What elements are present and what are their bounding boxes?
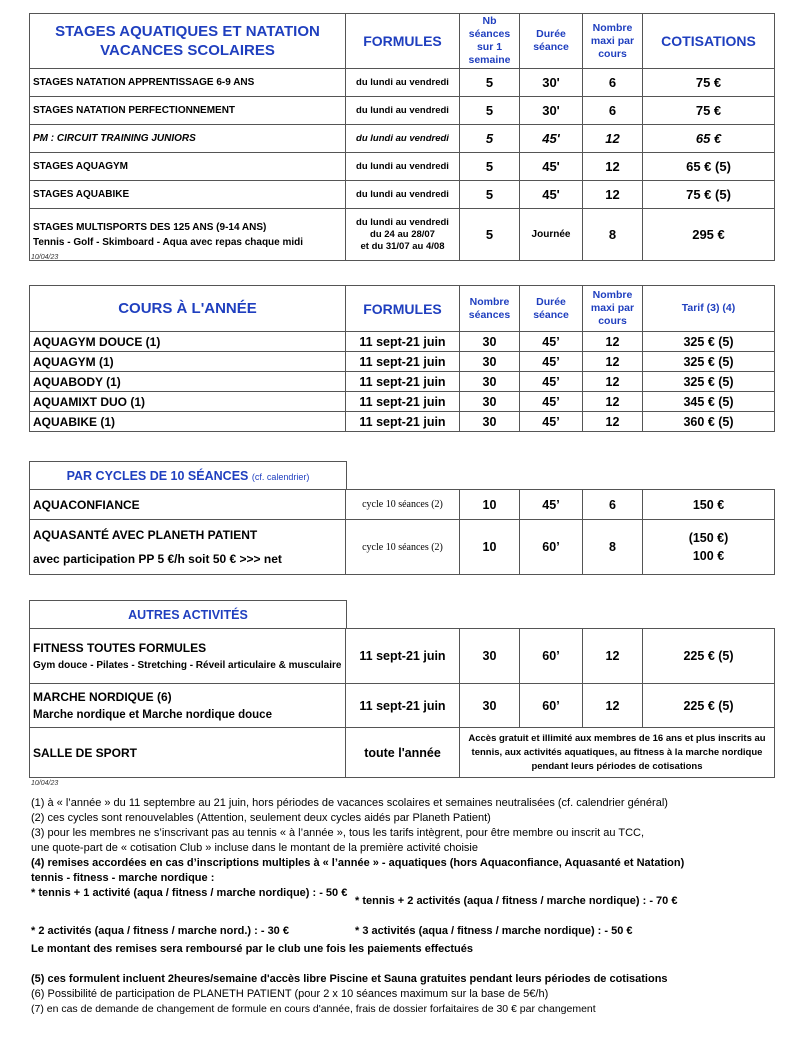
table-row [30,412,775,432]
row-max: 12 [583,181,643,209]
table-row [30,69,775,97]
row-duree: 45’ [520,352,583,372]
row-name: SALLE DE SPORT [30,728,346,778]
table-row [30,490,775,520]
row-nb: 30 [460,629,520,684]
row-max: 12 [583,392,643,412]
table-row [30,520,775,575]
date-stamp: 10/04/23 [31,780,59,787]
row-duree: 30' [520,97,583,125]
table-stages-vacances [29,13,775,261]
row-formule: 11 sept-21 juin [346,392,460,412]
row-prix: 65 € [643,125,775,153]
formule-line: du lundi au vendredi [356,216,449,228]
row-max: 8 [583,520,643,575]
footnote-4g: Le montant des remises sera remboursé par le club une fois les paiements effectués [31,943,473,955]
footnote-2: (2) ces cycles sont renouvelables (Attention, seulement deux cycles aidés par Planeth Patient) [31,812,491,824]
prix-brut: (150 €) [688,531,729,545]
row-max: 12 [583,684,643,728]
table-row [30,153,775,181]
row-prix: 75 € [643,69,775,97]
row-name [30,520,346,575]
table2-title: COURS À L'ANNÉE [30,286,346,332]
table2-header-duree: Durée séance [520,286,583,332]
row-prix: 75 € [643,97,775,125]
table2-header-max: Nombre maxi par cours [583,286,643,332]
row-duree: 45’ [520,412,583,432]
row-duree: 45’ [520,392,583,412]
row-name-title: MARCHE NORDIQUE (6) [33,689,172,704]
row-name: STAGES AQUABIKE [30,181,346,209]
row-name [30,629,346,684]
footnote-4a: (4) remises accordées en cas d’inscriptions multiples à « l’année » - aquatiques (hors Aquaconfiance, Aquasanté et Natation) [31,857,685,869]
row-formule: du lundi au vendredi [346,153,460,181]
row-nb: 5 [460,209,520,261]
row-formule: 11 sept-21 juin [346,332,460,352]
row-duree: 60’ [520,520,583,575]
table-cycles-header [29,461,347,490]
row-nb: 5 [460,153,520,181]
footnote-3a: (3) pour les membres ne s’inscrivant pas au tennis « à l’année », tous les tarifs intègrent, pour être membre ou inscrit au TCC, [31,827,645,839]
multisports-subtitle: Tennis - Golf - Skimboard - Aqua avec repas chaque midi [33,236,304,248]
row-nb: 5 [460,69,520,97]
row-prix: 225 € (5) [643,684,775,728]
table-cycles [29,489,775,575]
row-name: PM : CIRCUIT TRAINING JUNIORS [30,125,346,153]
row-prix: 325 € (5) [643,372,775,392]
table-row [30,209,775,261]
row-max: 12 [583,153,643,181]
row-max: 6 [583,69,643,97]
row-name-title: AQUASANTÉ AVEC PLANETH PATIENT [33,528,258,542]
table-row [30,181,775,209]
row-duree: 45’ [520,332,583,352]
row-name: AQUABIKE (1) [30,412,346,432]
row-name: AQUACONFIANCE [30,490,346,520]
table4-title: AUTRES ACTIVITÉS [30,601,347,629]
table1-header-nb: Nb séances sur 1 semaine [460,14,520,69]
table1-header-duree: Durée séance [520,14,583,69]
row-nb: 5 [460,97,520,125]
row-name: STAGES NATATION PERFECTIONNEMENT [30,97,346,125]
footnote-3b: une quote-part de « cotisation Club » incluse dans le montant de la première activité choisie [31,842,478,854]
row-formule: toute l'année [346,728,460,778]
table1-title: STAGES AQUATIQUES ET NATATION VACANCES SCOLAIRES [30,14,346,69]
row-nb: 10 [460,490,520,520]
table-row [30,684,775,728]
formule-line: du 24 au 28/07 [370,228,435,240]
row-max: 6 [583,97,643,125]
row-name: STAGES NATATION APPRENTISSAGE 6-9 ANS [30,69,346,97]
row-formule: cycle 10 séances (2) [346,520,460,575]
row-formule: cycle 10 séances (2) [346,490,460,520]
table-row [30,125,775,153]
table-row [30,392,775,412]
formule-line: et du 31/07 au 4/08 [360,240,445,252]
footnote-4b: tennis - fitness - marche nordique : [31,872,215,884]
multisports-title: STAGES MULTISPORTS DES 125 ANS (9-14 ANS) [33,221,267,233]
row-max: 8 [583,209,643,261]
footnotes [31,796,771,1017]
footnote-spacer [31,957,771,972]
table-row [30,728,775,778]
row-duree: 30' [520,69,583,97]
row-nb: 30 [460,392,520,412]
row-name: STAGES AQUAGYM [30,153,346,181]
table-autres [29,628,775,778]
footnote-1: (1) à « l’année » du 11 septembre au 21 juin, hors périodes de vacances scolaires et semaines neutralisées (cf. calendrier général) [31,797,668,809]
table2-header-tarif: Tarif (3) (4) [643,286,775,332]
row-prix: 295 € [643,209,775,261]
row-prix [643,520,775,575]
row-note: Accès gratuit et illimité aux membres de 16 ans et plus inscrits au tennis, aux activités aquatiques, au fitness à la marche nordique pendant leurs périodes de cotisations [460,728,775,778]
row-nb: 30 [460,684,520,728]
row-max: 6 [583,490,643,520]
table-row [30,97,775,125]
footnote-4d: * tennis + 2 activités (aqua / fitness / marche nordique) : - 70 € [355,895,678,907]
row-nb: 10 [460,520,520,575]
row-name-subtitle: avec participation PP 5 €/h soit 50 € >>> net [33,552,282,566]
row-name: AQUABODY (1) [30,372,346,392]
table-cours-annee [29,285,775,432]
row-name: AQUAGYM (1) [30,352,346,372]
row-nb: 5 [460,181,520,209]
table-row [30,372,775,392]
row-formule [346,209,460,261]
row-name: AQUAMIXT DUO (1) [30,392,346,412]
row-max: 12 [583,372,643,392]
row-formule: du lundi au vendredi [346,181,460,209]
row-duree: 45' [520,153,583,181]
row-nb: 30 [460,412,520,432]
row-prix: 225 € (5) [643,629,775,684]
row-prix: 360 € (5) [643,412,775,432]
row-formule: du lundi au vendredi [346,125,460,153]
table-row [30,332,775,352]
row-max: 12 [583,629,643,684]
footnote-4-discounts [31,886,771,920]
table-row [30,629,775,684]
footnote-7: (7) en cas de demande de changement de formule en cours d'année, frais de dossier forfaitaires de 30 € par changement [31,1003,596,1015]
row-prix: 150 € [643,490,775,520]
row-duree: 45' [520,125,583,153]
row-name-title: FITNESS TOUTES FORMULES [33,640,207,655]
row-name-subtitle: Gym douce - Pilates - Stretching - Réveil articulaire & musculaire [33,659,342,671]
table1-header-formules: FORMULES [346,14,460,69]
row-prix: 345 € (5) [643,392,775,412]
table3-title-note: (cf. calendrier) [251,471,310,482]
table-autres-header [29,600,347,629]
row-formule: du lundi au vendredi [346,97,460,125]
footnote-4-discounts-2 [31,922,771,942]
row-nb: 30 [460,352,520,372]
row-formule: 11 sept-21 juin [346,684,460,728]
row-nb: 30 [460,332,520,352]
footnote-5: (5) ces formulent incluent 2heures/semaine d'accès libre Piscine et Sauna gratuites pendant leurs périodes de cotisations [31,973,668,985]
row-nb: 5 [460,125,520,153]
row-max: 12 [583,412,643,432]
row-nb: 30 [460,372,520,392]
row-formule: 11 sept-21 juin [346,372,460,392]
table2-header-nb: Nombre séances [460,286,520,332]
row-formule: 11 sept-21 juin [346,412,460,432]
row-formule: 11 sept-21 juin [346,352,460,372]
footnote-4c: * tennis + 1 activité (aqua / fitness / marche nordique) : - 50 € [31,887,348,899]
row-formule: du lundi au vendredi [346,69,460,97]
row-name: AQUAGYM DOUCE (1) [30,332,346,352]
table1-header-max: Nombre maxi par cours [583,14,643,69]
row-name-multisports [30,209,346,261]
row-prix: 325 € (5) [643,352,775,372]
row-max: 12 [583,352,643,372]
prix-net: 100 € [692,549,725,563]
row-duree: Journée [520,209,583,261]
row-prix: 325 € (5) [643,332,775,352]
footnote-6: (6) Possibilité de participation de PLANETH PATIENT (pour 2 x 10 séances maximum sur la base de 5€/h) [31,988,549,1000]
table-row [30,352,775,372]
row-duree: 45’ [520,490,583,520]
footnote-4e: * 2 activités (aqua / fitness / marche nord.) : - 30 € [31,925,289,937]
row-formule: 11 sept-21 juin [346,629,460,684]
table3-title [30,462,347,490]
footnote-4f: * 3 activités (aqua / fitness / marche nordique) : - 50 € [355,925,633,937]
row-duree: 60’ [520,629,583,684]
row-prix: 75 € (5) [643,181,775,209]
table3-title-text: PAR CYCLES DE 10 SÉANCES [66,468,249,483]
table1-header-cotisations: COTISATIONS [643,14,775,69]
date-stamp: 10/04/23 [31,254,59,261]
row-prix: 65 € (5) [643,153,775,181]
table2-header-formules: FORMULES [346,286,460,332]
row-duree: 60’ [520,684,583,728]
row-max: 12 [583,332,643,352]
row-name [30,684,346,728]
row-duree: 45' [520,181,583,209]
row-name-subtitle: Marche nordique et Marche nordique douce [33,708,272,721]
row-max: 12 [583,125,643,153]
row-duree: 45’ [520,372,583,392]
